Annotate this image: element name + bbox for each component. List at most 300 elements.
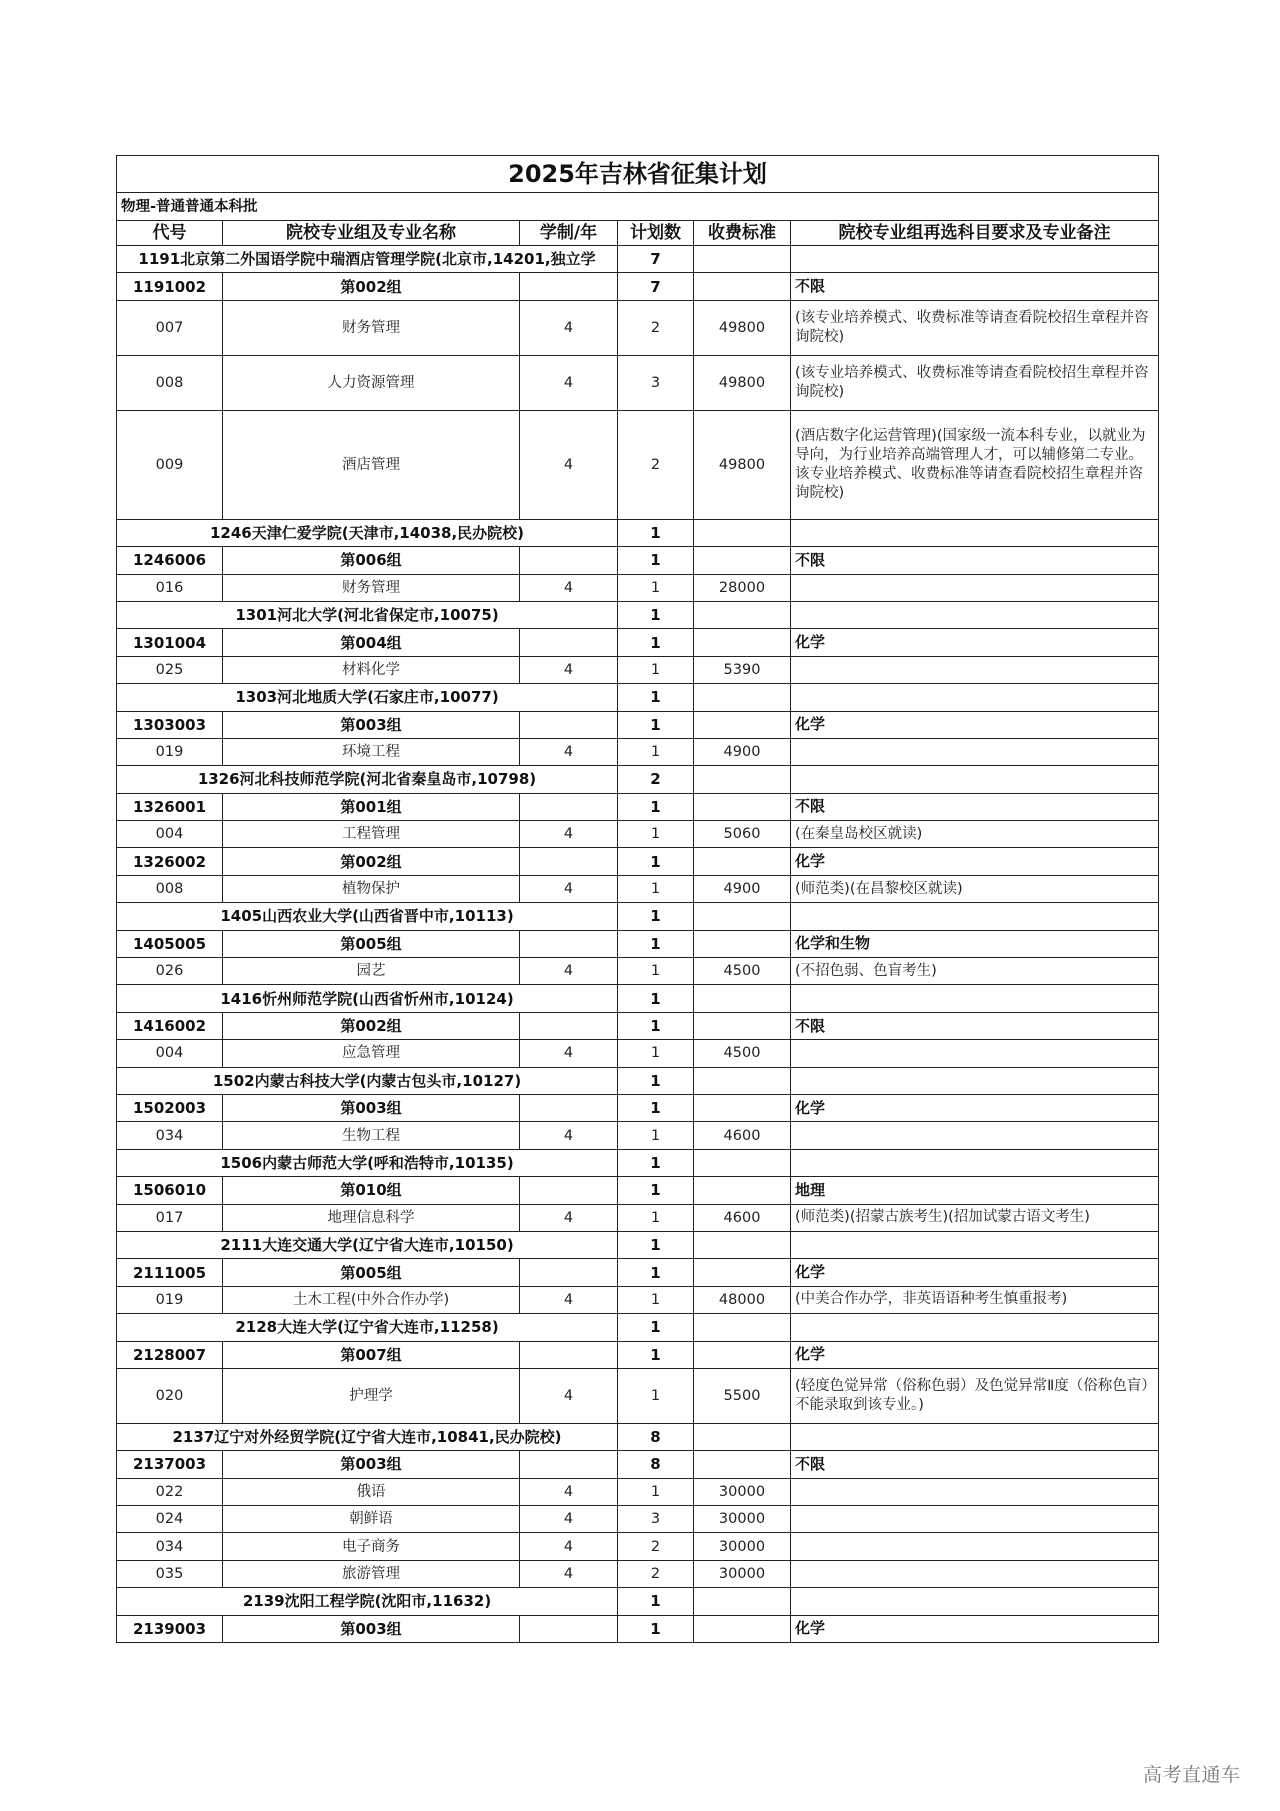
major-row	[117, 1286, 1159, 1313]
years: 4	[520, 656, 618, 683]
plan-count: 7	[618, 246, 694, 273]
plan-count: 1	[618, 1314, 694, 1341]
years	[520, 848, 618, 875]
major-row	[117, 574, 1159, 601]
fee	[694, 601, 791, 628]
subject-requirement: 化学	[791, 848, 1159, 875]
group-row	[117, 1259, 1159, 1286]
college-row	[117, 1067, 1159, 1094]
group-row	[117, 1177, 1159, 1204]
fee	[694, 1149, 791, 1176]
years: 4	[520, 1286, 618, 1313]
fee: 49800	[694, 410, 791, 519]
major-note	[791, 1478, 1159, 1505]
plan-count: 1	[618, 930, 694, 957]
group-name: 第005组	[223, 930, 520, 957]
header-plan: 计划数	[618, 221, 694, 246]
fee: 30000	[694, 1560, 791, 1587]
note	[791, 903, 1159, 930]
fee	[694, 1588, 791, 1615]
major-row	[117, 1478, 1159, 1505]
group-code: 1303003	[117, 711, 223, 738]
major-code: 004	[117, 1040, 223, 1067]
major-name: 应急管理	[223, 1040, 520, 1067]
major-name: 环境工程	[223, 738, 520, 765]
fee	[694, 519, 791, 546]
plan-count: 3	[618, 1506, 694, 1533]
major-note: (该专业培养模式、收费标准等请查看院校招生章程并咨询院校)	[791, 355, 1159, 410]
major-code: 008	[117, 875, 223, 902]
college-name: 2111大连交通大学(辽宁省大连市,10150)	[117, 1231, 618, 1258]
years: 4	[520, 1204, 618, 1231]
group-code: 1301004	[117, 629, 223, 656]
fee: 49800	[694, 300, 791, 355]
batch-subtitle: 物理-普通普通本科批	[117, 193, 1159, 221]
group-name: 第010组	[223, 1177, 520, 1204]
college-name: 1405山西农业大学(山西省晋中市,10113)	[117, 903, 618, 930]
plan-count: 1	[618, 1588, 694, 1615]
college-name: 1326河北科技师范学院(河北省秦皇岛市,10798)	[117, 766, 618, 793]
group-code: 2111005	[117, 1259, 223, 1286]
major-note: (酒店数字化运营管理)(国家级一流本科专业，以就业为导向，为行业培养高端管理人才，可以辅修第二专业。该专业培养模式、收费标准等请查看院校招生章程并咨询院校)	[791, 410, 1159, 519]
plan-count: 1	[618, 711, 694, 738]
college-name: 2139沈阳工程学院(沈阳市,11632)	[117, 1588, 618, 1615]
note	[791, 1314, 1159, 1341]
enrollment-plan-table	[116, 155, 1159, 1643]
header-row	[117, 221, 1159, 246]
group-code: 2137003	[117, 1451, 223, 1478]
years: 4	[520, 1478, 618, 1505]
group-row	[117, 1451, 1159, 1478]
major-name: 植物保护	[223, 875, 520, 902]
plan-count: 1	[618, 1067, 694, 1094]
subtitle-row	[117, 193, 1159, 221]
plan-count: 1	[618, 547, 694, 574]
major-code: 009	[117, 410, 223, 519]
header-name: 院校专业组及专业名称	[223, 221, 520, 246]
major-row	[117, 1560, 1159, 1587]
subject-requirement: 不限	[791, 273, 1159, 300]
group-row	[117, 1094, 1159, 1121]
group-row	[117, 629, 1159, 656]
header-years: 学制/年	[520, 221, 618, 246]
note	[791, 1588, 1159, 1615]
major-row	[117, 410, 1159, 519]
subject-requirement: 不限	[791, 547, 1159, 574]
group-name: 第001组	[223, 793, 520, 820]
subject-requirement: 化学	[791, 629, 1159, 656]
header-code: 代号	[117, 221, 223, 246]
major-row	[117, 355, 1159, 410]
major-name: 护理学	[223, 1368, 520, 1423]
college-name: 1502内蒙古科技大学(内蒙古包头市,10127)	[117, 1067, 618, 1094]
major-name: 电子商务	[223, 1533, 520, 1560]
plan-count: 1	[618, 1615, 694, 1642]
plan-count: 2	[618, 300, 694, 355]
group-code: 2128007	[117, 1341, 223, 1368]
group-row	[117, 1615, 1159, 1642]
major-name: 材料化学	[223, 656, 520, 683]
major-name: 人力资源管理	[223, 355, 520, 410]
college-name: 1506内蒙古师范大学(呼和浩特市,10135)	[117, 1149, 618, 1176]
college-name: 1246天津仁爱学院(天津市,14038,民办院校)	[117, 519, 618, 546]
major-name: 土木工程(中外合作办学)	[223, 1286, 520, 1313]
college-name: 1191北京第二外国语学院中瑞酒店管理学院(北京市,14201,独立学	[117, 246, 618, 273]
years: 4	[520, 1040, 618, 1067]
college-row	[117, 985, 1159, 1012]
major-note	[791, 1560, 1159, 1587]
note	[791, 1423, 1159, 1450]
major-row	[117, 1368, 1159, 1423]
fee	[694, 1259, 791, 1286]
major-name: 朝鲜语	[223, 1506, 520, 1533]
major-code: 019	[117, 1286, 223, 1313]
plan-count: 1	[618, 1231, 694, 1258]
plan-count: 1	[618, 985, 694, 1012]
fee	[694, 848, 791, 875]
major-note: (师范类)(在昌黎校区就读)	[791, 875, 1159, 902]
college-row	[117, 601, 1159, 628]
major-name: 地理信息科学	[223, 1204, 520, 1231]
plan-count: 1	[618, 958, 694, 985]
years	[520, 1177, 618, 1204]
fee: 5060	[694, 821, 791, 848]
title-row	[117, 156, 1159, 193]
plan-count: 2	[618, 1560, 694, 1587]
major-row	[117, 300, 1159, 355]
group-row	[117, 848, 1159, 875]
fee: 4900	[694, 875, 791, 902]
major-code: 024	[117, 1506, 223, 1533]
major-code: 035	[117, 1560, 223, 1587]
college-row	[117, 684, 1159, 711]
years	[520, 273, 618, 300]
fee	[694, 246, 791, 273]
plan-count: 1	[618, 903, 694, 930]
group-row	[117, 793, 1159, 820]
major-note	[791, 574, 1159, 601]
major-name: 财务管理	[223, 574, 520, 601]
fee	[694, 1423, 791, 1450]
fee	[694, 1177, 791, 1204]
college-row	[117, 519, 1159, 546]
group-code: 1405005	[117, 930, 223, 957]
years	[520, 629, 618, 656]
fee: 4500	[694, 958, 791, 985]
years: 4	[520, 1368, 618, 1423]
fee	[694, 547, 791, 574]
major-row	[117, 1040, 1159, 1067]
plan-count: 1	[618, 1177, 694, 1204]
years	[520, 1012, 618, 1039]
group-name: 第003组	[223, 711, 520, 738]
major-code: 004	[117, 821, 223, 848]
plan-count: 1	[618, 1204, 694, 1231]
header-fee: 收费标准	[694, 221, 791, 246]
group-code: 1191002	[117, 273, 223, 300]
major-note	[791, 1040, 1159, 1067]
plan-count: 1	[618, 601, 694, 628]
years	[520, 1341, 618, 1368]
major-name: 旅游管理	[223, 1560, 520, 1587]
group-code: 1246006	[117, 547, 223, 574]
major-row	[117, 656, 1159, 683]
fee	[694, 1231, 791, 1258]
group-name: 第005组	[223, 1259, 520, 1286]
fee	[694, 273, 791, 300]
major-note: (该专业培养模式、收费标准等请查看院校招生章程并咨询院校)	[791, 300, 1159, 355]
major-note	[791, 738, 1159, 765]
years: 4	[520, 1122, 618, 1149]
college-name: 2137辽宁对外经贸学院(辽宁省大连市,10841,民办院校)	[117, 1423, 618, 1450]
plan-count: 3	[618, 355, 694, 410]
major-code: 019	[117, 738, 223, 765]
major-code: 016	[117, 574, 223, 601]
subject-requirement: 化学	[791, 1259, 1159, 1286]
fee: 48000	[694, 1286, 791, 1313]
group-code: 1326001	[117, 793, 223, 820]
group-name: 第002组	[223, 1012, 520, 1039]
fee	[694, 711, 791, 738]
major-note: (中美合作办学，非英语语种考生慎重报考)	[791, 1286, 1159, 1313]
major-row	[117, 821, 1159, 848]
college-name: 1416忻州师范学院(山西省忻州市,10124)	[117, 985, 618, 1012]
group-name: 第004组	[223, 629, 520, 656]
subject-requirement: 不限	[791, 1451, 1159, 1478]
fee: 4600	[694, 1204, 791, 1231]
plan-count: 1	[618, 1040, 694, 1067]
major-row	[117, 958, 1159, 985]
years	[520, 1259, 618, 1286]
group-name: 第003组	[223, 1094, 520, 1121]
fee	[694, 1094, 791, 1121]
major-row	[117, 1506, 1159, 1533]
note	[791, 246, 1159, 273]
major-code: 007	[117, 300, 223, 355]
plan-count: 1	[618, 656, 694, 683]
group-code: 1326002	[117, 848, 223, 875]
major-row	[117, 1533, 1159, 1560]
years	[520, 930, 618, 957]
years	[520, 547, 618, 574]
document-title: 2025年吉林省征集计划	[117, 156, 1159, 193]
college-name: 1301河北大学(河北省保定市,10075)	[117, 601, 618, 628]
note	[791, 1067, 1159, 1094]
years	[520, 793, 618, 820]
group-row	[117, 711, 1159, 738]
fee	[694, 793, 791, 820]
group-code: 2139003	[117, 1615, 223, 1642]
group-row	[117, 273, 1159, 300]
fee	[694, 766, 791, 793]
fee	[694, 684, 791, 711]
plan-count: 1	[618, 684, 694, 711]
header-note: 院校专业组再选科目要求及专业备注	[791, 221, 1159, 246]
college-row	[117, 903, 1159, 930]
subject-requirement: 不限	[791, 1012, 1159, 1039]
note	[791, 766, 1159, 793]
plan-count: 1	[618, 848, 694, 875]
fee: 30000	[694, 1478, 791, 1505]
major-name: 财务管理	[223, 300, 520, 355]
major-name: 酒店管理	[223, 410, 520, 519]
fee: 28000	[694, 574, 791, 601]
years: 4	[520, 1533, 618, 1560]
years: 4	[520, 1506, 618, 1533]
fee	[694, 629, 791, 656]
major-note: (轻度色觉异常（俗称色弱）及色觉异常Ⅱ度（俗称色盲）不能录取到该专业。)	[791, 1368, 1159, 1423]
major-row	[117, 875, 1159, 902]
major-code: 034	[117, 1122, 223, 1149]
fee	[694, 930, 791, 957]
college-row	[117, 1588, 1159, 1615]
years: 4	[520, 738, 618, 765]
major-row	[117, 738, 1159, 765]
group-name: 第003组	[223, 1451, 520, 1478]
college-name: 2128大连大学(辽宁省大连市,11258)	[117, 1314, 618, 1341]
plan-count: 1	[618, 1094, 694, 1121]
note	[791, 985, 1159, 1012]
major-code: 026	[117, 958, 223, 985]
plan-count: 1	[618, 1259, 694, 1286]
group-row	[117, 1341, 1159, 1368]
years	[520, 1451, 618, 1478]
major-note: (在秦皇岛校区就读)	[791, 821, 1159, 848]
college-row	[117, 1423, 1159, 1450]
college-row	[117, 1231, 1159, 1258]
note	[791, 601, 1159, 628]
major-name: 俄语	[223, 1478, 520, 1505]
college-row	[117, 1314, 1159, 1341]
major-note	[791, 1122, 1159, 1149]
major-row	[117, 1122, 1159, 1149]
plan-count: 1	[618, 1286, 694, 1313]
fee: 4600	[694, 1122, 791, 1149]
group-name: 第006组	[223, 547, 520, 574]
years	[520, 711, 618, 738]
plan-count: 1	[618, 629, 694, 656]
college-name: 1303河北地质大学(石家庄市,10077)	[117, 684, 618, 711]
major-code: 022	[117, 1478, 223, 1505]
plan-count: 1	[618, 821, 694, 848]
fee	[694, 1341, 791, 1368]
fee	[694, 1451, 791, 1478]
plan-count: 1	[618, 519, 694, 546]
note	[791, 1231, 1159, 1258]
subject-requirement: 化学	[791, 1094, 1159, 1121]
major-code: 017	[117, 1204, 223, 1231]
fee: 30000	[694, 1506, 791, 1533]
fee: 4500	[694, 1040, 791, 1067]
college-row	[117, 246, 1159, 273]
major-row	[117, 1204, 1159, 1231]
fee	[694, 1012, 791, 1039]
years: 4	[520, 410, 618, 519]
plan-count: 2	[618, 1533, 694, 1560]
plan-count: 1	[618, 1149, 694, 1176]
college-row	[117, 1149, 1159, 1176]
subject-requirement: 化学	[791, 711, 1159, 738]
group-code: 1506010	[117, 1177, 223, 1204]
years: 4	[520, 355, 618, 410]
plan-count: 8	[618, 1423, 694, 1450]
group-name: 第007组	[223, 1341, 520, 1368]
subject-requirement: 不限	[791, 793, 1159, 820]
major-code: 034	[117, 1533, 223, 1560]
major-code: 020	[117, 1368, 223, 1423]
fee	[694, 1067, 791, 1094]
fee: 4900	[694, 738, 791, 765]
major-note	[791, 656, 1159, 683]
major-note: (师范类)(招蒙古族考生)(招加试蒙古语文考生)	[791, 1204, 1159, 1231]
major-name: 工程管理	[223, 821, 520, 848]
group-name: 第002组	[223, 848, 520, 875]
plan-count: 2	[618, 410, 694, 519]
major-name: 生物工程	[223, 1122, 520, 1149]
major-note: (不招色弱、色盲考生)	[791, 958, 1159, 985]
years: 4	[520, 875, 618, 902]
group-name: 第003组	[223, 1615, 520, 1642]
years: 4	[520, 300, 618, 355]
subject-requirement: 化学	[791, 1341, 1159, 1368]
plan-count: 1	[618, 1012, 694, 1039]
note	[791, 519, 1159, 546]
plan-count: 1	[618, 1341, 694, 1368]
fee: 5500	[694, 1368, 791, 1423]
group-code: 1416002	[117, 1012, 223, 1039]
group-code: 1502003	[117, 1094, 223, 1121]
group-name: 第002组	[223, 273, 520, 300]
subject-requirement: 化学和生物	[791, 930, 1159, 957]
group-row	[117, 547, 1159, 574]
major-name: 园艺	[223, 958, 520, 985]
plan-count: 1	[618, 738, 694, 765]
plan-count: 2	[618, 766, 694, 793]
plan-count: 8	[618, 1451, 694, 1478]
note	[791, 1149, 1159, 1176]
years	[520, 1615, 618, 1642]
years: 4	[520, 821, 618, 848]
college-row	[117, 766, 1159, 793]
plan-count: 1	[618, 1368, 694, 1423]
years	[520, 1094, 618, 1121]
major-note	[791, 1506, 1159, 1533]
plan-count: 1	[618, 875, 694, 902]
major-code: 025	[117, 656, 223, 683]
subject-requirement: 化学	[791, 1615, 1159, 1642]
plan-count: 1	[618, 1122, 694, 1149]
fee	[694, 1314, 791, 1341]
years: 4	[520, 574, 618, 601]
fee	[694, 1615, 791, 1642]
fee: 5390	[694, 656, 791, 683]
plan-count: 7	[618, 273, 694, 300]
note	[791, 684, 1159, 711]
major-note	[791, 1533, 1159, 1560]
years: 4	[520, 1560, 618, 1587]
fee	[694, 985, 791, 1012]
group-row	[117, 930, 1159, 957]
fee: 30000	[694, 1533, 791, 1560]
plan-count: 1	[618, 1478, 694, 1505]
major-code: 008	[117, 355, 223, 410]
watermark: 高考直通车	[1143, 1764, 1241, 1786]
group-row	[117, 1012, 1159, 1039]
plan-count: 1	[618, 793, 694, 820]
fee	[694, 903, 791, 930]
subject-requirement: 地理	[791, 1177, 1159, 1204]
plan-count: 1	[618, 574, 694, 601]
